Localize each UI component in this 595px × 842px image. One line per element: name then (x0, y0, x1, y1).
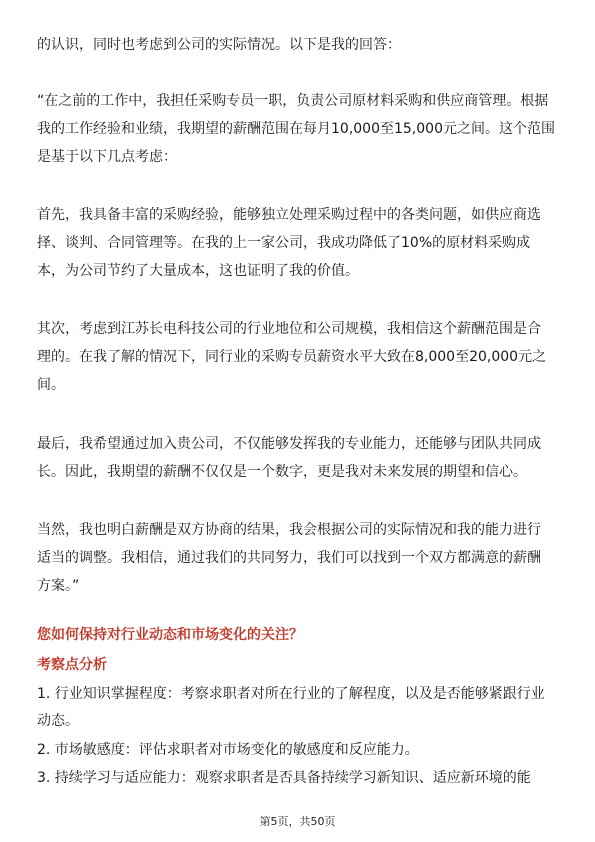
paragraph-3-line-2: 理的。在我了解的情况下，同行业的采购专员薪资水平大致在8,000至20,000元之 (37, 349, 547, 365)
analysis-point-1-line-1: 1. 行业知识掌握程度：考察求职者对所在行业的了解程度，以及是否能够紧跟行业 (37, 686, 545, 702)
intro-tail-line: 的认识，同时也考虑到公司的实际情况。以下是我的回答： (37, 37, 401, 53)
analysis-point-1-line-2: 动态。 (37, 713, 79, 729)
page-number-footer: 第5页，共50页 (259, 815, 336, 828)
paragraph-5-line-1: 当然，我也明白薪酬是双方协商的结果，我会根据公司的实际情况和我的能力进行 (37, 522, 541, 538)
paragraph-1-line-3: 是基于以下几点考虑： (37, 149, 177, 165)
analysis-heading: 考察点分析 (37, 657, 107, 673)
analysis-point-2: 2. 市场敏感度：评估求职者对市场变化的敏感度和反应能力。 (37, 742, 419, 758)
paragraph-1-line-1: “在之前的工作中，我担任采购专员一职，负责公司原材料采购和供应商管理。根据 (37, 93, 549, 109)
paragraph-5-line-3: 方案。” (37, 578, 80, 594)
paragraph-3-line-3: 间。 (37, 377, 65, 393)
paragraph-3-line-1: 其次，考虑到江苏长电科技公司的行业地位和公司规模，我相信这个薪酬范围是合 (37, 321, 541, 337)
paragraph-5-line-2: 适当的调整。我相信，通过我们的共同努力，我们可以找到一个双方都满意的薪酬 (37, 550, 541, 566)
paragraph-2-line-1: 首先，我具备丰富的采购经验，能够独立处理采购过程中的各类问题，如供应商选 (37, 207, 541, 223)
paragraph-4-line-2: 长。因此，我期望的薪酬不仅仅是一个数字，更是我对未来发展的期望和信心。 (37, 464, 527, 480)
analysis-point-3-line-1: 3. 持续学习与适应能力：观察求职者是否具备持续学习新知识、适应新环境的能 (37, 770, 531, 786)
question-title: 您如何保持对行业动态和市场变化的关注？ (37, 627, 303, 643)
paragraph-2-line-2: 择、谈判、合同管理等。在我的上一家公司，我成功降低了10%的原材料采购成 (37, 235, 531, 251)
paragraph-1-line-2: 我的工作经验和业绩，我期望的薪酬范围在每月10,000至15,000元之间。这个范围 (37, 121, 555, 137)
paragraph-4-line-1: 最后，我希望通过加入贵公司，不仅能够发挥我的专业能力，还能够与团队共同成 (37, 436, 541, 452)
paragraph-2-line-3: 本，为公司节约了大量成本，这也证明了我的价值。 (37, 263, 359, 279)
